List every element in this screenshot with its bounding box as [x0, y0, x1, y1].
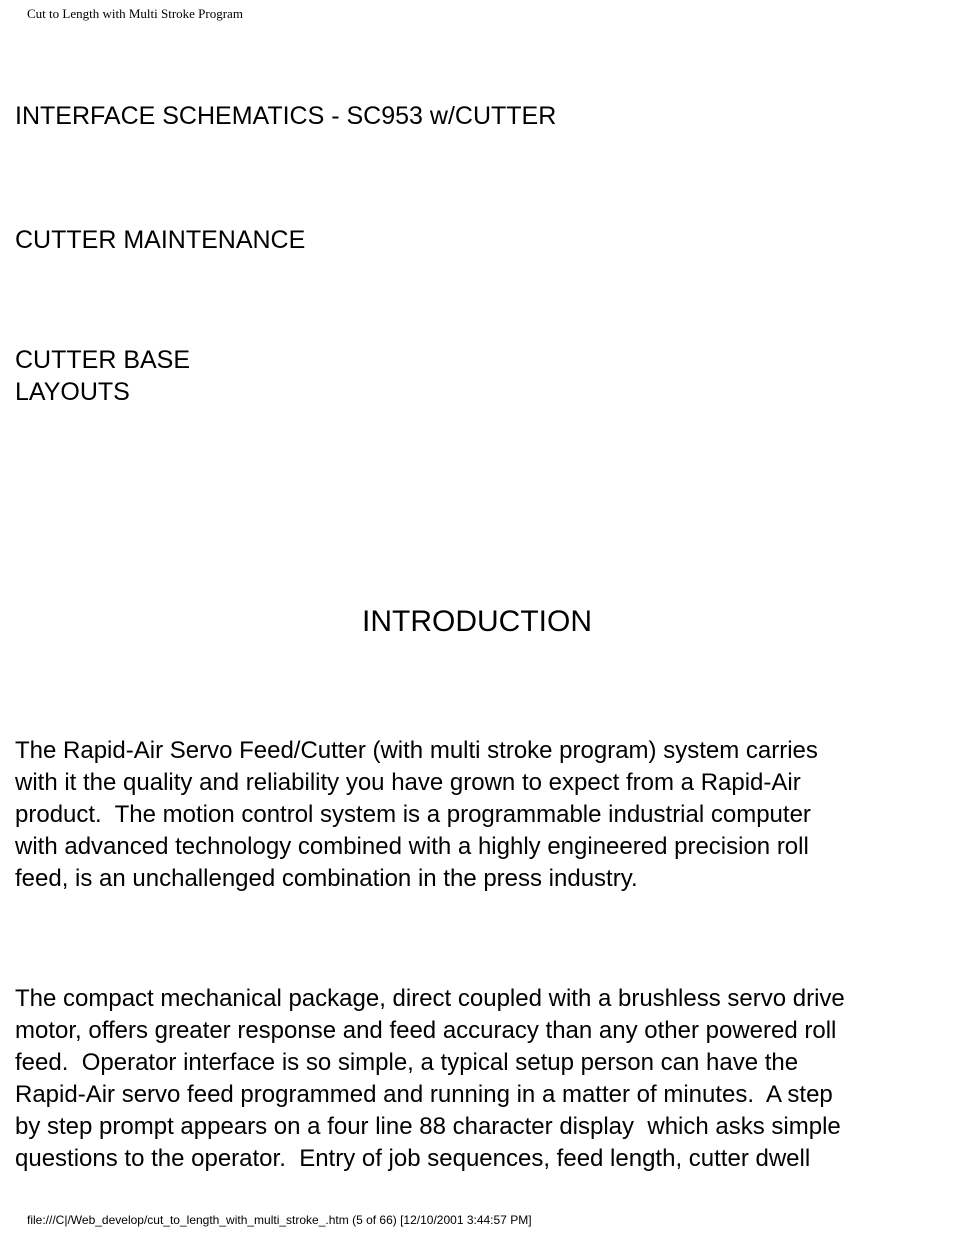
paragraph-line: by step prompt appears on a four line 88 character display which asks simple — [15, 1113, 841, 1140]
page-footer-path: file:///C|/Web_develop/cut_to_length_with_multi_stroke_.htm (5 of 66) [12/10/2001 3:44:57 PM] — [27, 1213, 532, 1227]
introduction-heading: INTRODUCTION — [362, 605, 592, 638]
paragraph-line: product. The motion control system is a programmable industrial computer — [15, 801, 811, 828]
paragraph-line: feed, is an unchallenged combination in the press industry. — [15, 865, 638, 892]
paragraph-line: The Rapid-Air Servo Feed/Cutter (with multi stroke program) system carries — [15, 737, 818, 764]
paragraph-line: motor, offers greater response and feed accuracy than any other powered roll — [15, 1017, 837, 1044]
link-cutter-base-label-line1: CUTTER BASE — [15, 346, 191, 374]
link-cutter-base-layouts[interactable] — [15, 344, 190, 408]
link-cutter-maintenance[interactable] — [15, 224, 305, 256]
page-header-title: Cut to Length with Multi Stroke Program — [27, 6, 243, 21]
link-interface-schematics-label: INTERFACE SCHEMATICS - SC953 w/CUTTER — [15, 102, 557, 130]
link-cutter-base-label-line2: LAYOUTS — [15, 378, 130, 406]
paragraph-line: feed. Operator interface is so simple, a typical setup person can have the — [15, 1049, 799, 1076]
paragraph-line: with it the quality and reliability you have grown to expect from a Rapid-Air — [15, 769, 801, 796]
link-cutter-maintenance-label: CUTTER MAINTENANCE — [15, 226, 306, 254]
paragraph-line: Rapid-Air servo feed programmed and running in a matter of minutes. A step — [15, 1081, 833, 1108]
link-interface-schematics[interactable] — [15, 100, 556, 132]
paragraph-line: The compact mechanical package, direct coupled with a brushless servo drive — [15, 985, 845, 1012]
paragraph-line: questions to the operator. Entry of job sequences, feed length, cutter dwell — [15, 1145, 811, 1172]
paragraph-line: with advanced technology combined with a highly engineered precision roll — [15, 833, 809, 860]
